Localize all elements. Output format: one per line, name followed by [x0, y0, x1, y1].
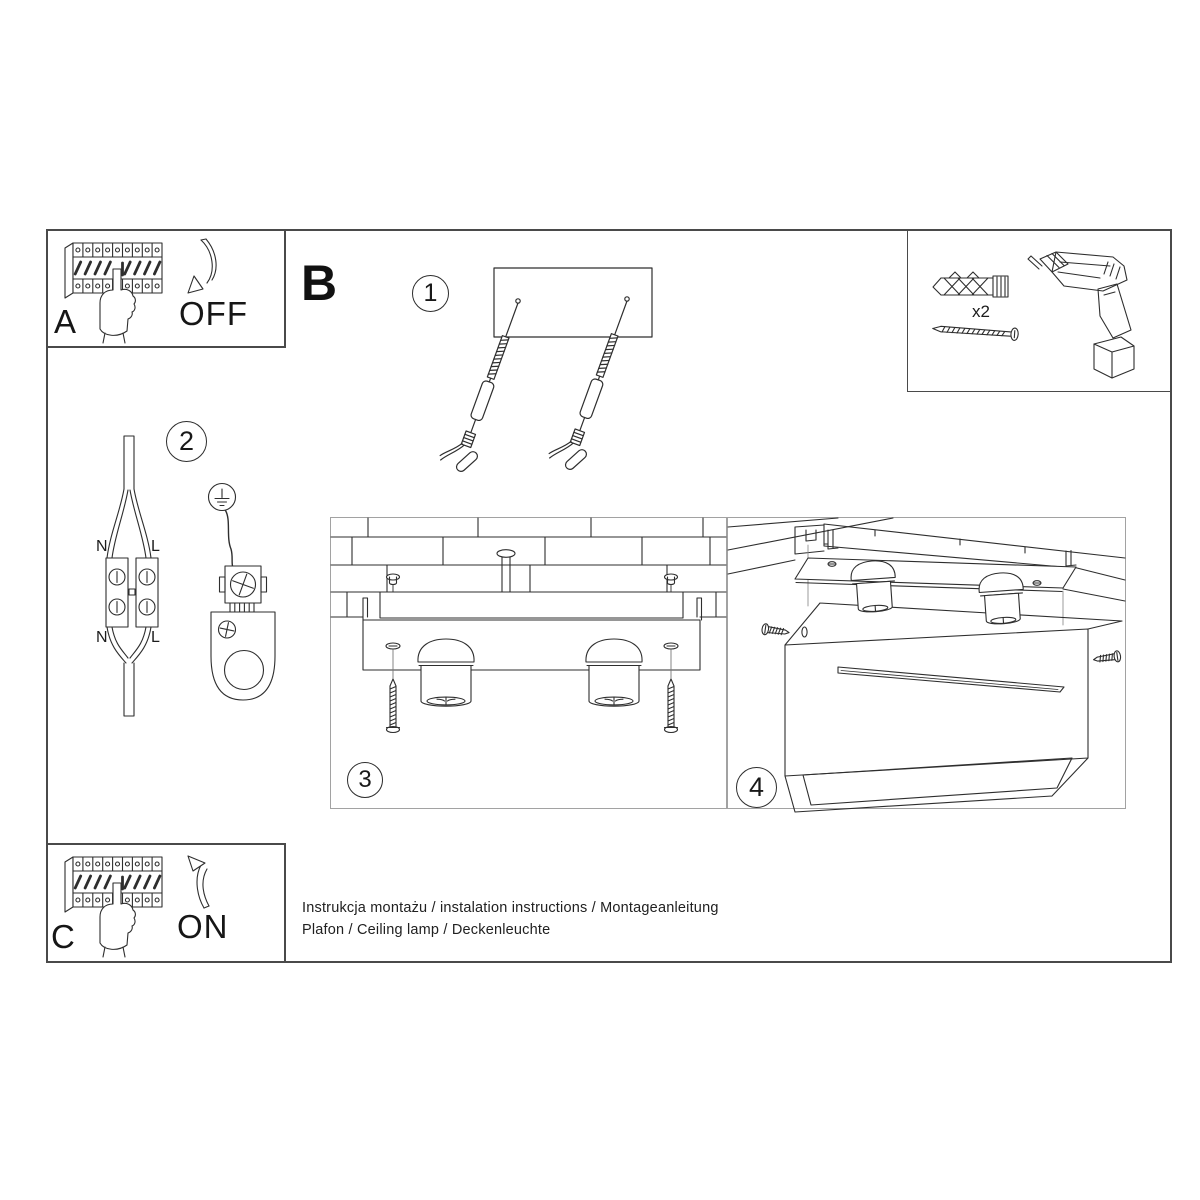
side-screw-icon	[761, 623, 789, 638]
box-c-label: C	[51, 918, 75, 955]
ground-terminal-icon	[220, 566, 267, 612]
shade-top-edges	[785, 603, 1122, 645]
side-screw-icon	[1093, 650, 1121, 665]
step-3-badge: 3	[347, 762, 383, 798]
central-screw-icon	[497, 550, 515, 592]
wire-label-n-bottom: N	[96, 629, 108, 646]
arrow-down-icon	[188, 239, 216, 293]
step1-drilling-diagram	[437, 268, 652, 477]
arrow-up-icon	[188, 856, 209, 908]
wire-label-l-bottom: L	[151, 629, 160, 646]
wire-label-n-top: N	[96, 538, 108, 555]
screw-anchor-icon	[546, 294, 642, 475]
off-label: OFF	[179, 295, 248, 332]
earth-symbol-icon	[209, 484, 236, 511]
breaker-panel-off-icon	[65, 243, 162, 343]
mounting-plate-perspective	[795, 530, 1076, 592]
anchor-quantity-label: x2	[972, 302, 990, 321]
wall-plug-icon	[933, 272, 1008, 297]
step-1-badge: 1	[412, 275, 449, 312]
screw-anchor-icon	[437, 296, 533, 477]
step2-wiring-diagram	[106, 436, 275, 716]
section-b-label: B	[301, 255, 338, 311]
shade-box	[785, 627, 1088, 812]
footer-title-line: Instrukcja montażu / instalation instructions / Montageanleitung	[302, 900, 719, 916]
mounting-plate-side	[363, 592, 702, 620]
on-label: ON	[177, 908, 229, 945]
lamp-socket-icon	[586, 639, 642, 706]
screw-icon	[665, 679, 678, 733]
lamp-socket-icon	[978, 571, 1026, 625]
step4-shade-attachment-diagram	[728, 518, 1125, 812]
breaker-panel-on-icon	[65, 857, 162, 957]
drill-icon	[1028, 252, 1134, 378]
lamp-socket-icon	[418, 639, 474, 706]
earth-wire	[226, 511, 233, 567]
mains-cable-icon	[107, 436, 151, 558]
hardware-kit	[932, 252, 1134, 378]
wire-label-l-top: L	[151, 538, 160, 555]
mounting-ring-icon	[211, 612, 275, 700]
step-2-badge: 2	[166, 421, 207, 462]
step3-mounting-diagram	[331, 518, 726, 733]
step-4-badge: 4	[736, 767, 777, 808]
terminal-block-icon	[106, 558, 158, 627]
lamp-body-side	[363, 620, 700, 670]
box-a-label: A	[54, 303, 77, 340]
screw-icon	[932, 322, 1018, 340]
screw-icon	[387, 679, 400, 733]
footer-product-line: Plafon / Ceiling lamp / Deckenleuchte	[302, 922, 551, 938]
